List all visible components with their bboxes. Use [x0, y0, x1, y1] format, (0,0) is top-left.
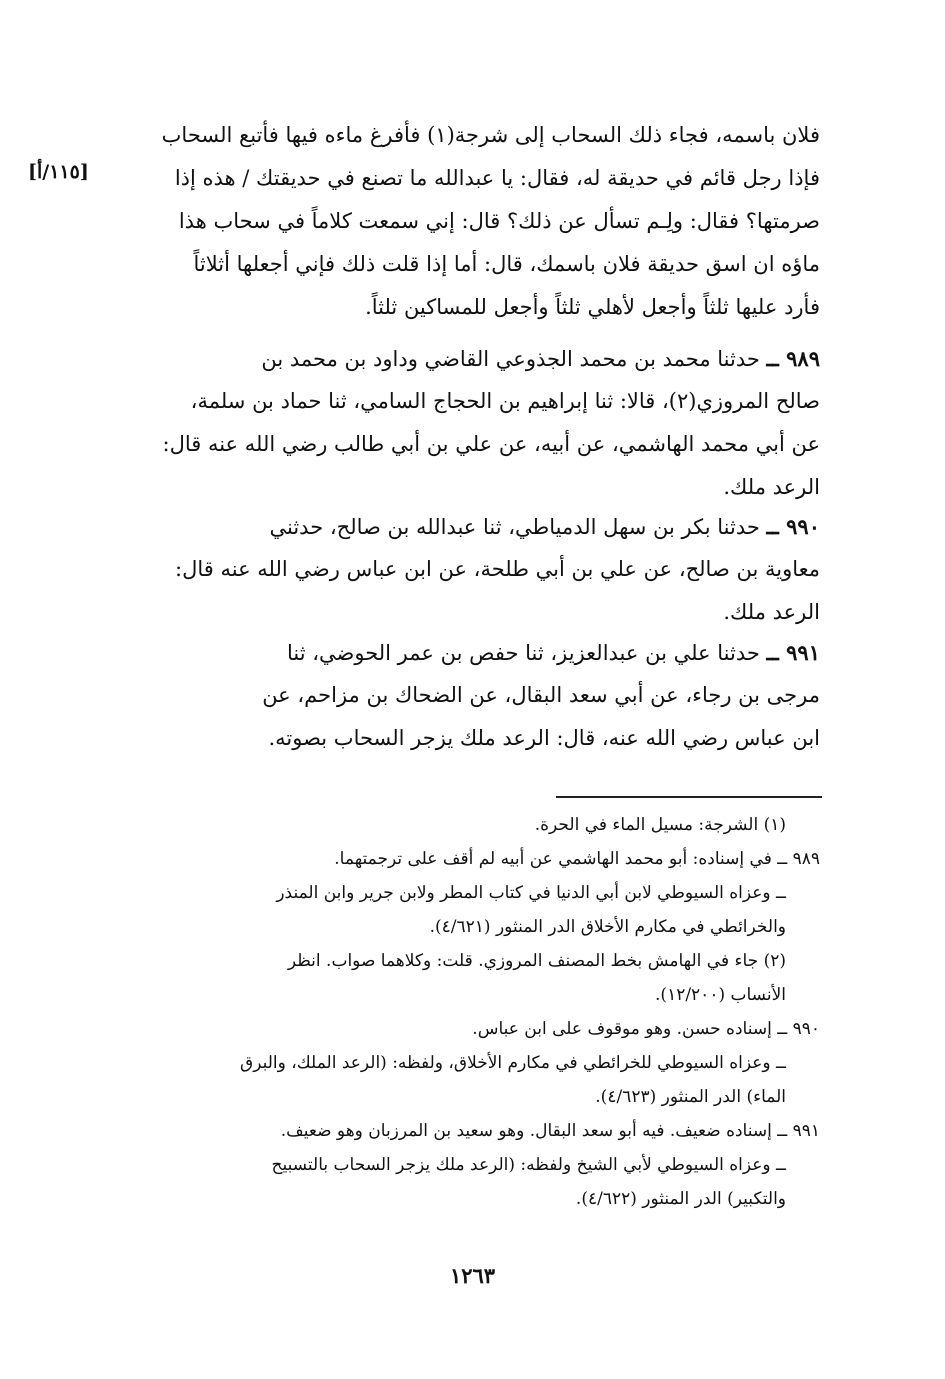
- text-line: مرجى بن رجاء، عن أبي سعد البقال، عن الضحاك بن مزاحم، عن: [262, 683, 820, 707]
- footnote-2-line: الأنساب (١٢/٢٠٠).: [655, 985, 786, 1005]
- text-line: فأرد عليها ثلثاً وأجعل لأهلي ثلثاً وأجعل للمساكين ثلثاً.: [365, 295, 820, 319]
- hadith-number: ٩٨٩ ــ: [766, 346, 820, 371]
- note-991: ٩٩١ ــ إسناده ضعيف. فيه أبو سعد البقال. وهو سعيد بن المرزبان وهو ضعيف.: [280, 1121, 820, 1141]
- text-line: الرعد ملك.: [723, 600, 820, 624]
- text-line: عن أبي محمد الهاشمي، عن أبيه، عن علي بن أبي طالب رضي الله عنه قال:: [162, 432, 820, 456]
- manuscript-folio-marker: [١١٥/أ]: [28, 161, 89, 183]
- hadith-text: حدثنا علي بن عبدالعزيز، ثنا حفص بن عمر الحوضي، ثنا: [286, 641, 760, 665]
- hadith-991: [128, 631, 820, 760]
- text-line: معاوية بن صالح، عن علي بن أبي طلحة، عن ابن عباس رضي الله عنه قال:: [175, 557, 820, 581]
- text-line: صالح المروزي(٢)، قالا: ثنا إبراهيم بن الحجاج السامي، ثنا حماد بن سلمة،: [190, 389, 820, 413]
- note-991-line: ــ وعزاه السيوطي لأبي الشيخ ولفظه: (الرعد ملك يزجر السحاب بالتسبيح: [271, 1155, 786, 1175]
- note-989-line: ــ وعزاه السيوطي لابن أبي الدنيا في كتاب المطر ولابن جرير وابن المنذر: [276, 883, 786, 903]
- text-line: [128, 631, 820, 674]
- note-990-line: الماء) الدر المنثور (٤/٦٢٣).: [595, 1087, 786, 1107]
- note-989-line: والخرائطي في مكارم الأخلاق الدر المنثور (٤/٦٢١).: [429, 917, 786, 937]
- text-line: ماؤه ان اسق حديقة فلان باسمك، قال: أما إذا قلت ذلك فإني أجعلها أثلاثاً: [193, 252, 820, 276]
- note-990: ٩٩٠ ــ إسناده حسن. وهو موقوف على ابن عباس.: [472, 1019, 820, 1039]
- text-line: [128, 505, 820, 548]
- note-989: ٩٨٩ ــ في إسناده: أبو محمد الهاشمي عن أبيه لم أقف على ترجمتهما.: [334, 849, 820, 869]
- hadith-text: حدثنا بكر بن سهل الدمياطي، ثنا عبدالله بن صالح، حدثني: [269, 515, 760, 539]
- hadith-number: ٩٩٠ ــ: [766, 514, 820, 539]
- footnote-2: (٢) جاء في الهامش بخط المصنف المروزي. قلت: وكلاهما صواب. انظر: [287, 951, 786, 971]
- opening-paragraph: [128, 114, 820, 329]
- hadith-990: [128, 505, 820, 634]
- text-line: فلان باسمه، فجاء ذلك السحاب إلى شرجة(١) فأفرغ ماءه فيها فأتبع السحاب: [161, 123, 820, 147]
- footnote-separator: [556, 796, 822, 798]
- footnote-1: (١) الشرجة: مسيل الماء في الحرة.: [534, 815, 786, 835]
- hadith-number: ٩٩١ ــ: [766, 640, 820, 665]
- text-line: ابن عباس رضي الله عنه، قال: الرعد ملك يزجر السحاب بصوته.: [268, 726, 820, 750]
- hadith-989: [128, 337, 820, 509]
- note-991-line: والتكبير) الدر المنثور (٤/٦٢٢).: [575, 1189, 786, 1209]
- text-line: صرمتها؟ فقال: ولِـم تسأل عن ذلك؟ قال: إني سمعت كلاماً في سحاب هذا: [178, 209, 820, 233]
- text-line: [128, 337, 820, 380]
- text-line: الرعد ملك.: [723, 475, 820, 499]
- note-990-line: ــ وعزاه السيوطي للخرائطي في مكارم الأخلاق، ولفظه: (الرعد الملك، والبرق: [240, 1053, 786, 1073]
- footnotes: [128, 808, 820, 1216]
- hadith-text: حدثنا محمد بن محمد الجذوعي القاضي وداود بن محمد بن: [261, 347, 760, 371]
- text-line: فإذا رجل قائم في حديقة له، فقال: يا عبدالله ما تصنع في حديقتك / هذه إذا: [174, 166, 820, 190]
- page-number: ١٢٦٣: [449, 1263, 496, 1288]
